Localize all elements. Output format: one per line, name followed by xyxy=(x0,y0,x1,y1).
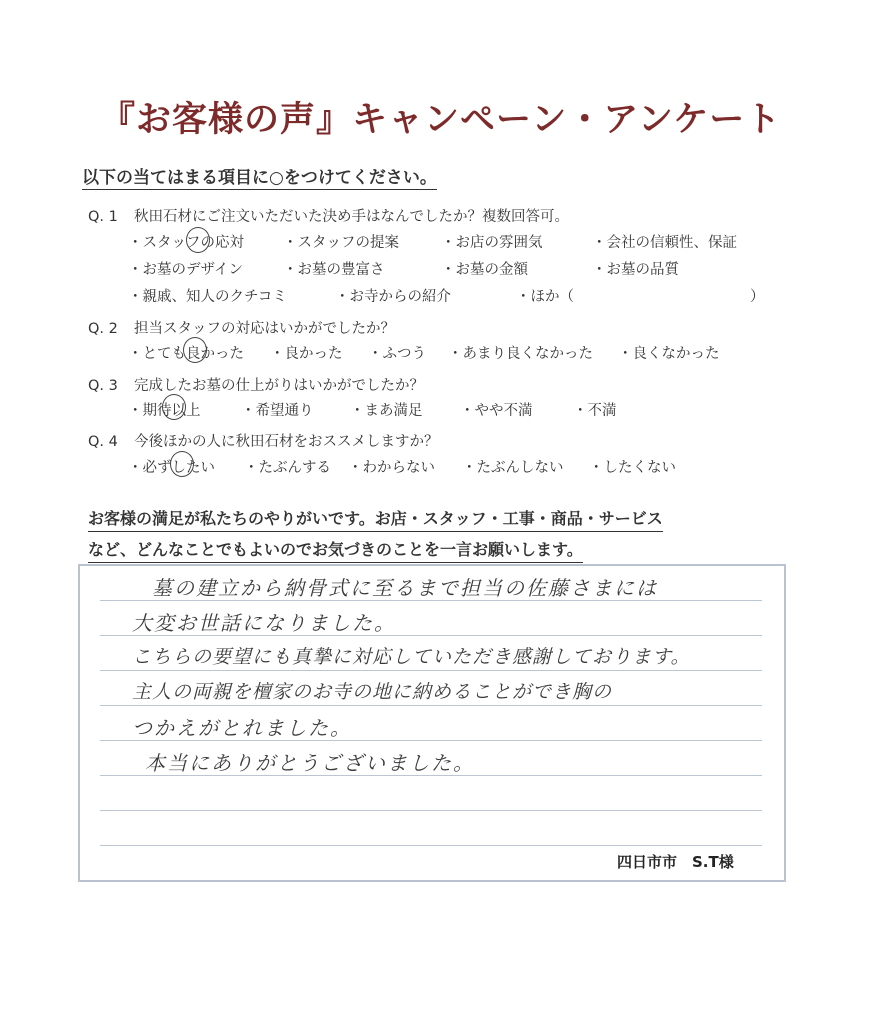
comment-line-4: 主人の両親を檀家のお寺の地に納めることができ胸の xyxy=(132,681,613,703)
q4-option-will-not[interactable]: ・したくない xyxy=(589,460,676,476)
q2-option-bad[interactable]: ・良くなかった xyxy=(618,346,720,362)
q1-option-atmosphere[interactable]: ・お店の雰囲気 xyxy=(441,235,543,251)
q4-selection-circle xyxy=(170,451,194,477)
q3-option-exceeded[interactable]: ・期待以上 xyxy=(128,403,201,419)
comment-line-5: つかえがとれました。 xyxy=(132,716,352,740)
q1-option-design[interactable]: ・お墓のデザイン xyxy=(128,262,243,278)
q2-option-very-good[interactable]: ・とても良かった xyxy=(128,346,244,362)
q4-option-probably-not[interactable]: ・たぶんしない xyxy=(462,460,564,476)
q1-option-price[interactable]: ・お墓の金額 xyxy=(441,262,528,278)
q3-option-slightly-unsatisfied[interactable]: ・やや不満 xyxy=(460,403,533,419)
q1-option-temple-referral[interactable]: ・お寺からの紹介 xyxy=(335,289,451,305)
ruled-line xyxy=(100,810,762,811)
q1-option-variety[interactable]: ・お墓の豊富さ xyxy=(283,262,385,278)
q3-option-satisfied[interactable]: ・まあ満足 xyxy=(350,403,423,419)
question-3-number: Q. 3 xyxy=(88,378,118,394)
q1-option-word-of-mouth[interactable]: ・親戚、知人のクチコミ xyxy=(128,289,287,305)
comment-line-6: 本当にありがとうございました。 xyxy=(145,751,475,775)
q3-option-unsatisfied[interactable]: ・不満 xyxy=(573,403,617,419)
q2-selection-circle xyxy=(183,337,207,363)
q4-option-definitely[interactable]: ・必ずしたい xyxy=(128,460,215,476)
question-4-number: Q. 4 xyxy=(88,434,118,450)
q1-option-staff-service[interactable]: ・スタッフの応対 xyxy=(128,235,244,251)
question-1 xyxy=(88,205,569,226)
q1-option-other-close: ） xyxy=(750,289,765,305)
question-1-text: 秋田石材にご注文いただいた決め手はなんでしたか？複数回答可。 xyxy=(134,209,569,225)
ruled-line xyxy=(100,845,762,846)
q1-option-other[interactable]: ・ほか（ xyxy=(516,289,574,305)
question-4 xyxy=(88,430,439,451)
instruction-text: 以下の当てはまる項目に○をつけてください。 xyxy=(82,163,437,190)
signature: 四日市市 S.T様 xyxy=(617,853,734,871)
survey-title: 『お客様の声』キャンペーン・アンケート xyxy=(100,100,782,140)
question-2-number: Q. 2 xyxy=(88,321,118,337)
comment-line-2: 大変お世話になりました。 xyxy=(132,611,396,635)
ruled-line xyxy=(100,705,762,706)
q1-option-staff-proposal[interactable]: ・スタッフの提案 xyxy=(283,235,399,251)
q3-selection-circle xyxy=(162,394,186,420)
question-4-text: 今後ほかの人に秋田石材をおススメしますか？ xyxy=(134,434,439,450)
question-3 xyxy=(88,374,424,395)
q2-option-normal[interactable]: ・ふつう xyxy=(368,346,426,362)
q4-option-dont-know[interactable]: ・わからない xyxy=(348,460,435,476)
question-1-number: Q. 1 xyxy=(88,209,118,225)
ruled-line xyxy=(100,670,762,671)
message-line-1: お客様の満足が私たちのやりがいです。お店・スタッフ・工事・商品・サービス xyxy=(88,506,663,532)
comment-line-3: こちらの要望にも真摯に対応していただき感謝しております。 xyxy=(132,646,691,668)
q2-option-good[interactable]: ・良かった xyxy=(270,346,343,362)
q4-option-probably[interactable]: ・たぶんする xyxy=(244,460,331,476)
question-2 xyxy=(88,317,395,338)
q3-option-as-hoped[interactable]: ・希望通り xyxy=(241,403,314,419)
q2-option-not-so-good[interactable]: ・あまり良くなかった xyxy=(448,346,593,362)
q1-selection-circle xyxy=(186,227,210,253)
comment-line-1: 墓の建立から納骨式に至るまで担当の佐藤さまには xyxy=(152,576,658,600)
message-line-2: など、どんなことでもよいのでお気づきのことを一言お願いします。 xyxy=(88,537,583,563)
question-3-text: 完成したお墓の仕上がりはいかがでしたか？ xyxy=(134,378,424,394)
q1-option-quality[interactable]: ・お墓の品質 xyxy=(592,262,679,278)
q1-option-reliability[interactable]: ・会社の信頼性、保証 xyxy=(592,235,737,251)
question-2-text: 担当スタッフの対応はいかがでしたか？ xyxy=(134,321,395,337)
